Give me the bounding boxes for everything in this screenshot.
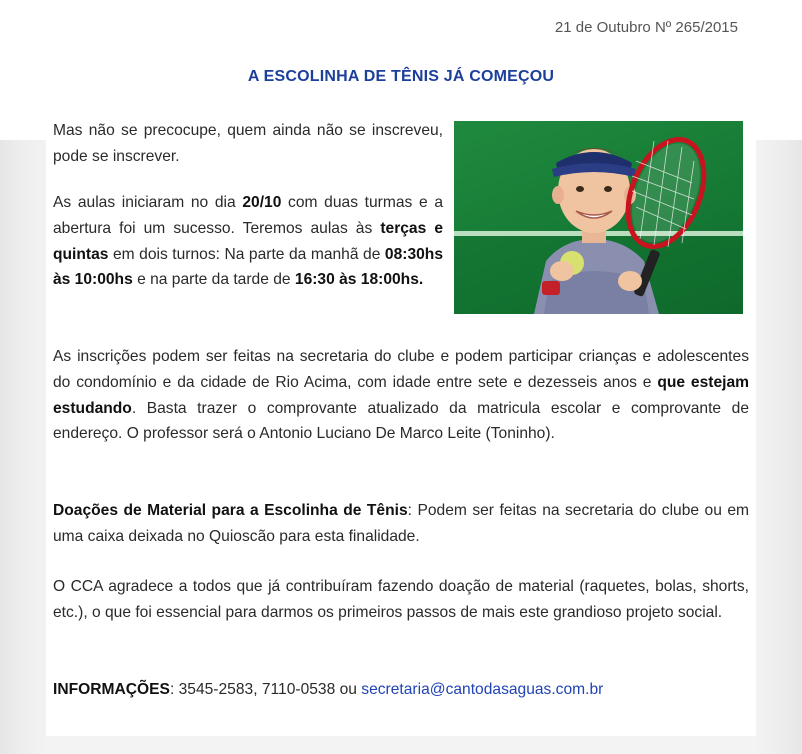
issue-date: 21 de Outubro Nº 265/2015 — [554, 19, 738, 36]
contact-info: INFORMAÇÕES: 3545-2583, 7110-0538 ou secretaria@cantodasaguas.com.br — [53, 681, 604, 698]
tennis-player-icon — [454, 121, 743, 314]
tennis-player-photo — [454, 121, 743, 314]
email-link[interactable]: secretaria@cantodasaguas.com.br — [361, 681, 604, 698]
donations-paragraph: Doações de Material para a Escolinha de Tênis: Podem ser feitas na secretaria do clube ou em uma caixa deixada no Quioscão para esta finalidade. — [53, 502, 749, 545]
registration-paragraph: As inscrições podem ser feitas na secretaria do clube e podem participar crianças e adolescentes do condomínio e da cidade de Rio Acima, com idade entre sete e dezesseis anos e que estejam estudando. Basta trazer o comprovante atualizado da matricula escolar e comprovante de endereço. O professor será o Antonio Luciano De Marco Leite (Toninho). — [53, 348, 749, 443]
intro-paragraph: Mas não se precocupe, quem ainda não se inscreveu, pode se inscrever. — [53, 122, 443, 165]
schedule-paragraph: As aulas iniciaram no dia 20/10 com duas turmas e a abertura foi um sucesso. Teremos aulas às terças e quintas em dois turnos: Na parte da manhã de 08:30hs às 10:00hs e na parte da tarde de 16:30 às 18:00hs. — [53, 194, 443, 289]
thanks-paragraph: O CCA agradece a todos que já contribuíram fazendo doação de material (raquetes, bolas, shorts, etc.), o que foi essencial para darmos os primeiros passos de mais este grandioso projeto social. — [53, 578, 749, 621]
article-title: A ESCOLINHA DE TÊNIS JÁ COMEÇOU — [247, 68, 555, 85]
newsletter-card — [46, 0, 756, 736]
info-label: INFORMAÇÕES — [53, 681, 170, 698]
